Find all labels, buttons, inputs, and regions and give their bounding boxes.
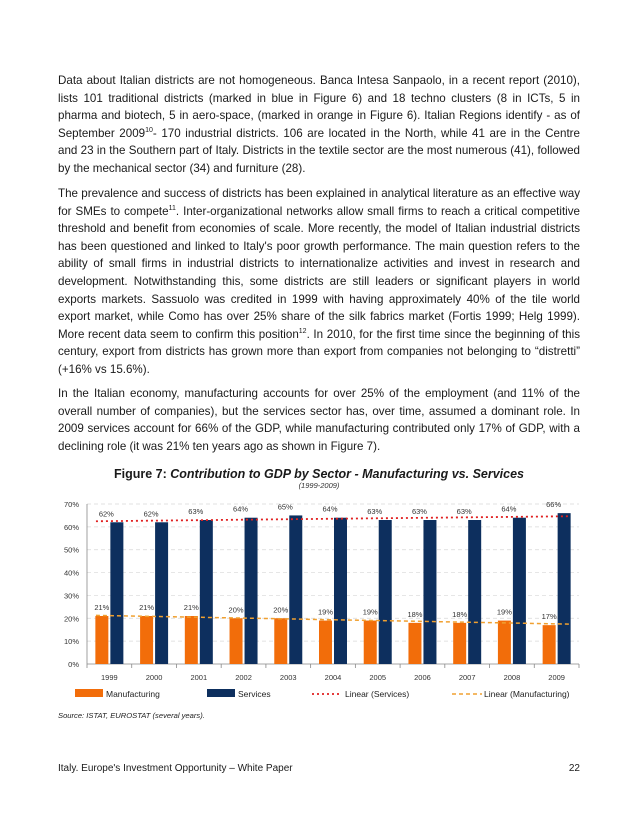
x-tick-label-1999: 1999	[101, 673, 118, 682]
label-services-2006: 63%	[411, 507, 427, 516]
bar-services-2005	[379, 520, 392, 664]
gdp-by-sector-chart	[0, 490, 638, 710]
page-number: 22	[568, 763, 580, 774]
figure-caption: Contribution to GDP by Sector - Manufacturing vs. Services	[170, 467, 525, 481]
bar-services-2008	[513, 518, 526, 664]
label-manufacturing-2005: 19%	[362, 607, 378, 617]
label-services-2008: 64%	[501, 504, 517, 514]
x-tick-label-2001: 2001	[190, 673, 208, 682]
y-tick-label: 0%	[68, 660, 79, 669]
bar-manufacturing-2004	[319, 621, 332, 664]
label-services-2000: 62%	[143, 509, 159, 519]
label-manufacturing-2003: 20%	[273, 605, 289, 615]
footnote-ref-10[interactable]: 10	[145, 126, 153, 134]
y-tick-label: 50%	[63, 545, 79, 555]
label-manufacturing-2001: 21%	[183, 603, 199, 612]
y-tick-label: 70%	[63, 500, 79, 509]
bar-services-2000	[155, 522, 168, 664]
bar-services-2002	[245, 518, 258, 664]
y-tick-label: 20%	[63, 614, 79, 624]
figure-source: Source: ISTAT, EUROSTAT (several years).	[58, 711, 205, 720]
bar-manufacturing-2003	[274, 618, 287, 664]
bar-manufacturing-2005	[364, 621, 377, 664]
bar-manufacturing-2001	[185, 616, 198, 664]
paragraph-districts-data	[58, 72, 580, 178]
bar-manufacturing-2000	[140, 616, 153, 664]
bar-services-2006	[423, 520, 436, 664]
y-tick-label: 40%	[63, 568, 79, 578]
bar-manufacturing-2009	[543, 625, 556, 664]
y-tick-label: 10%	[63, 637, 79, 647]
legend-label-linear-manufacturing: Linear (Manufacturing)	[484, 689, 570, 699]
trendline-services	[96, 516, 570, 521]
paragraph-italian-economy: In the Italian economy, manufacturing accounts for over 25% of the employment (and 11% of the overall number of companies), but the services sector has, over time, assumed a dominant role. In 2009 services account for 66% of the GDP, while manufacturing contributed only 17% of GDP, with a declining role (it was 21% ten years ago as shown in Figure 7).	[58, 387, 580, 453]
bar-services-2001	[200, 520, 213, 664]
paragraph-districts-success	[58, 185, 580, 379]
label-services-2005: 63%	[367, 507, 383, 516]
bar-manufacturing-1999	[95, 616, 108, 664]
label-services-2004: 64%	[322, 504, 338, 514]
label-manufacturing-2002: 20%	[228, 605, 244, 615]
p2-text-b: . Inter-organizational networks allow small firms to reach a critical competitive threshold and benefit from economies of scale. More recently, the model of Italian industrial districts has been questioned and linked to Italy's poor growth performance. The main question refers to the ability of small firms in industrial districts to internationalize activities and invest in research and development. Notwithstanding this, some districts are still leaders or significant players in world exports markets. Sassuolo was credited in 1999 with having approximately 40% of the tile world export market, while Como has over 25% share of the silk fabrics market (Fortis 1999; Helg 1999). More recent data seem to confirm this position	[58, 204, 581, 341]
p1-text-a: Data about Italian districts are not homogeneous. Banca Intesa Sanpaolo, in a recent report (2010), lists 101 traditional districts (marked in blue in Figure 6) and 18 techno clusters (8 in ICTs, 5 in pharma and biotech, 5 in aero-space, (marked in orange in Figure 6). Italian Regions identify - as of September 2009	[58, 74, 580, 140]
p2-text-c: . In 2010, for the first time since the beginning of this century, export from districts has grown more than export from companies not belonging to “distretti” (+16% vs 15.6%).	[58, 327, 580, 376]
figure-label: Figure 7:	[113, 467, 171, 481]
p2-text-a: The prevalence and success of districts has been explained in analytical literature as an effective way for SMEs to compete	[58, 187, 580, 218]
label-services-2003: 65%	[277, 502, 293, 512]
label-services-1999: 62%	[98, 509, 114, 519]
legend-swatch-manufacturing	[75, 689, 103, 697]
label-services-2009: 66%	[546, 500, 562, 510]
bar-services-2009	[558, 513, 571, 664]
y-tick-label: 60%	[63, 522, 79, 532]
label-services-2001: 63%	[188, 507, 204, 516]
figure-subtitle: (1999-2009)	[298, 481, 340, 490]
footnote-ref-12[interactable]: 12	[298, 327, 307, 335]
x-tick-label-2004: 2004	[324, 673, 342, 682]
footer-title: Italy. Europe's Investment Opportunity – White Paper	[58, 763, 293, 774]
bar-manufacturing-2008	[498, 621, 511, 664]
x-tick-label-2003: 2003	[279, 673, 297, 682]
label-manufacturing-2004: 19%	[317, 607, 334, 617]
legend-label-manufacturing: Manufacturing	[106, 689, 160, 699]
bar-manufacturing-2002	[230, 618, 243, 664]
legend-label-linear-services: Linear (Services)	[345, 689, 410, 699]
label-manufacturing-2008: 19%	[496, 607, 512, 617]
p1-text-b: - 170 industrial districts. 106 are located in the North, while 41 are in the Centre and 23 in the Southern part of Italy. Districts in the textile sector are the most numerous (41), followed by the mechanical sector (34) and furniture (28).	[58, 126, 580, 175]
label-services-2002: 64%	[233, 504, 249, 514]
x-tick-label-2009: 2009	[548, 673, 565, 682]
bar-services-2003	[289, 515, 302, 664]
bar-services-2007	[468, 520, 481, 664]
label-manufacturing-1999: 21%	[94, 603, 110, 612]
label-manufacturing-2009: 17%	[541, 612, 557, 622]
x-tick-label-2000: 2000	[145, 673, 163, 682]
figure-title	[0, 467, 638, 481]
bar-services-1999	[110, 522, 123, 664]
x-tick-label-2008: 2008	[503, 673, 521, 682]
bar-services-2004	[334, 518, 347, 664]
label-manufacturing-2000: 21%	[139, 603, 155, 612]
y-tick-label: 30%	[63, 591, 79, 601]
legend-swatch-services	[207, 689, 235, 697]
x-tick-label-2005: 2005	[369, 673, 387, 682]
bar-manufacturing-2007	[453, 623, 466, 664]
footnote-ref-11[interactable]: 11	[168, 204, 176, 212]
bar-manufacturing-2006	[408, 623, 421, 664]
x-tick-label-2006: 2006	[414, 673, 431, 682]
label-services-2007: 63%	[456, 507, 472, 516]
legend-label-services: Services	[238, 689, 271, 699]
x-tick-label-2007: 2007	[458, 673, 476, 682]
label-manufacturing-2006: 18%	[407, 609, 423, 619]
label-manufacturing-2007: 18%	[452, 609, 468, 619]
x-tick-label-2002: 2002	[235, 673, 252, 682]
